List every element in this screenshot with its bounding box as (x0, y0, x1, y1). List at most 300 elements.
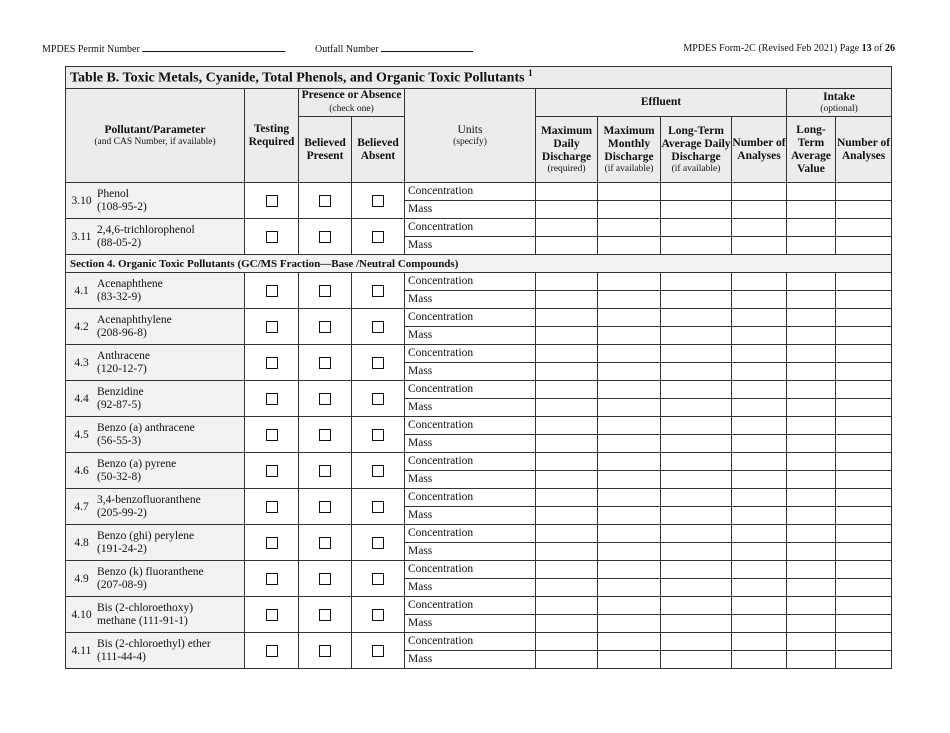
believed-present-checkbox-cell (299, 417, 352, 453)
intake-long-term-concentration-input[interactable] (787, 309, 836, 327)
unit-mass: Mass (405, 579, 536, 597)
num-analyses-concentration-input[interactable] (732, 417, 787, 435)
max-monthly-mass-input[interactable] (598, 399, 661, 417)
long-term-daily-mass-input[interactable] (661, 363, 732, 381)
pollutant-number: 4.1 (74, 284, 89, 297)
testing-required-checkbox-cell (245, 597, 299, 633)
intake-num-analyses-mass-input[interactable] (836, 363, 892, 381)
intake-long-term-concentration-input[interactable] (787, 489, 836, 507)
testing-required-checkbox[interactable] (266, 465, 278, 477)
max-monthly-mass-input[interactable] (598, 435, 661, 453)
intake-long-term-concentration-input[interactable] (787, 219, 836, 237)
permit-number-input[interactable] (142, 42, 285, 52)
long-term-daily-concentration-input[interactable] (661, 633, 732, 651)
long-term-daily-mass-input[interactable] (661, 507, 732, 525)
pollutant-cell (66, 561, 245, 597)
table-row (66, 597, 892, 615)
believed-absent-checkbox[interactable] (372, 393, 384, 405)
believed-absent-checkbox-cell (352, 597, 405, 633)
testing-required-checkbox[interactable] (266, 195, 278, 207)
unit-concentration: Concentration (405, 597, 536, 615)
long-term-daily-concentration-input[interactable] (661, 273, 732, 291)
intake-num-analyses-mass-input[interactable] (836, 399, 892, 417)
intake-num-analyses-concentration-input[interactable] (836, 219, 892, 237)
table-row (66, 219, 892, 237)
intake-long-term-concentration-input[interactable] (787, 183, 836, 201)
num-analyses-mass-input[interactable] (732, 471, 787, 489)
intake-num-analyses-concentration-input[interactable] (836, 183, 892, 201)
believed-present-checkbox[interactable] (319, 393, 331, 405)
pollutant-cell (66, 453, 245, 489)
intake-num-analyses-mass-input[interactable] (836, 543, 892, 561)
testing-required-checkbox-cell (245, 417, 299, 453)
believed-present-checkbox[interactable] (319, 501, 331, 513)
long-term-daily-concentration-input[interactable] (661, 561, 732, 579)
max-daily-mass-input[interactable] (536, 651, 598, 669)
num-analyses-concentration-input[interactable] (732, 489, 787, 507)
pollutant-name: Benzo (k) fluoranthene (97, 565, 204, 578)
pollutant-name: Bis (2-chloroethoxy) (97, 601, 194, 614)
max-monthly-mass-input[interactable] (598, 363, 661, 381)
max-monthly-mass-input[interactable] (598, 651, 661, 669)
intake-num-analyses-concentration-input[interactable] (836, 417, 892, 435)
pollutant-cas: (83-32-9) (97, 290, 142, 303)
num-analyses-mass-input[interactable] (732, 237, 787, 255)
testing-required-checkbox[interactable] (266, 357, 278, 369)
believed-present-checkbox[interactable] (319, 321, 331, 333)
believed-present-checkbox-cell (299, 597, 352, 633)
testing-required-checkbox[interactable] (266, 501, 278, 513)
intake-num-analyses-concentration-input[interactable] (836, 525, 892, 543)
max-monthly-concentration-input[interactable] (598, 309, 661, 327)
form-label: MPDES Form-2C (Revised Feb 2021) Page (683, 43, 860, 54)
num-analyses-concentration-input[interactable] (732, 309, 787, 327)
form-page-info (683, 42, 895, 56)
unit-concentration: Concentration (405, 273, 536, 291)
intake-long-term-concentration-input[interactable] (787, 561, 836, 579)
pollutant-cell (66, 273, 245, 309)
long-term-daily-concentration-input[interactable] (661, 525, 732, 543)
believed-absent-checkbox[interactable] (372, 465, 384, 477)
max-daily-concentration-input[interactable] (536, 345, 598, 363)
long-term-daily-mass-input[interactable] (661, 435, 732, 453)
intake-long-term-concentration-input[interactable] (787, 417, 836, 435)
intake-num-analyses-concentration-input[interactable] (836, 381, 892, 399)
intake-long-term-mass-input[interactable] (787, 201, 836, 219)
pollutant-number: 3.11 (71, 230, 92, 243)
intake-long-term-mass-input[interactable] (787, 579, 836, 597)
testing-required-checkbox[interactable] (266, 285, 278, 297)
pollutant-number: 4.3 (74, 356, 89, 369)
page-header (42, 42, 894, 56)
pollutant-cas: (205-99-2) (97, 506, 147, 519)
max-daily-mass-input[interactable] (536, 291, 598, 309)
believed-present-checkbox-cell (299, 381, 352, 417)
long-term-daily-mass-input[interactable] (661, 651, 732, 669)
long-term-daily-mass-input[interactable] (661, 237, 732, 255)
pollutant-cas: (108-95-2) (97, 200, 147, 213)
max-daily-mass-input[interactable] (536, 399, 598, 417)
unit-mass: Mass (405, 237, 536, 255)
num-analyses-concentration-input[interactable] (732, 219, 787, 237)
col-long-term-daily: Long-Term Average Daily Discharge (if available) (661, 117, 732, 183)
believed-absent-checkbox-cell (352, 525, 405, 561)
max-monthly-concentration-input[interactable] (598, 219, 661, 237)
testing-required-checkbox-cell (245, 489, 299, 525)
believed-absent-checkbox[interactable] (372, 609, 384, 621)
unit-mass: Mass (405, 507, 536, 525)
believed-present-checkbox[interactable] (319, 609, 331, 621)
intake-num-analyses-mass-input[interactable] (836, 237, 892, 255)
pollutant-cell (66, 219, 245, 255)
num-analyses-concentration-input[interactable] (732, 633, 787, 651)
long-term-daily-mass-input[interactable] (661, 399, 732, 417)
max-monthly-mass-input[interactable] (598, 507, 661, 525)
believed-present-checkbox-cell (299, 309, 352, 345)
intake-long-term-mass-input[interactable] (787, 435, 836, 453)
num-analyses-concentration-input[interactable] (732, 273, 787, 291)
pollutant-cell (66, 345, 245, 381)
unit-mass: Mass (405, 543, 536, 561)
table-row (66, 453, 892, 471)
testing-required-checkbox[interactable] (266, 537, 278, 549)
num-analyses-mass-input[interactable] (732, 399, 787, 417)
intake-long-term-concentration-input[interactable] (787, 525, 836, 543)
long-term-daily-concentration-input[interactable] (661, 183, 732, 201)
num-analyses-mass-input[interactable] (732, 201, 787, 219)
table-row (66, 309, 892, 327)
pollutant-cell (66, 183, 245, 219)
long-term-daily-concentration-input[interactable] (661, 345, 732, 363)
believed-absent-checkbox-cell (352, 381, 405, 417)
believed-present-checkbox-cell (299, 561, 352, 597)
intake-long-term-mass-input[interactable] (787, 237, 836, 255)
max-daily-concentration-input[interactable] (536, 219, 598, 237)
intake-long-term-concentration-input[interactable] (787, 381, 836, 399)
believed-absent-checkbox[interactable] (372, 645, 384, 657)
unit-concentration: Concentration (405, 489, 536, 507)
max-daily-mass-input[interactable] (536, 435, 598, 453)
max-daily-mass-input[interactable] (536, 363, 598, 381)
max-monthly-mass-input[interactable] (598, 327, 661, 345)
intake-long-term-concentration-input[interactable] (787, 273, 836, 291)
long-term-daily-concentration-input[interactable] (661, 417, 732, 435)
believed-absent-checkbox-cell (352, 561, 405, 597)
intake-long-term-mass-input[interactable] (787, 471, 836, 489)
long-term-daily-mass-input[interactable] (661, 201, 732, 219)
max-monthly-concentration-input[interactable] (598, 273, 661, 291)
permit-number-field (42, 42, 285, 57)
num-analyses-concentration-input[interactable] (732, 453, 787, 471)
unit-mass: Mass (405, 435, 536, 453)
believed-present-checkbox[interactable] (319, 195, 331, 207)
max-daily-mass-input[interactable] (536, 507, 598, 525)
outfall-number-field (315, 42, 473, 57)
num-analyses-mass-input[interactable] (732, 651, 787, 669)
intake-num-analyses-mass-input[interactable] (836, 579, 892, 597)
max-daily-mass-input[interactable] (536, 543, 598, 561)
max-daily-concentration-input[interactable] (536, 633, 598, 651)
long-term-daily-mass-input[interactable] (661, 291, 732, 309)
max-daily-concentration-input[interactable] (536, 417, 598, 435)
max-daily-concentration-input[interactable] (536, 183, 598, 201)
max-monthly-concentration-input[interactable] (598, 453, 661, 471)
unit-mass: Mass (405, 651, 536, 669)
max-daily-mass-input[interactable] (536, 237, 598, 255)
intake-num-analyses-mass-input[interactable] (836, 201, 892, 219)
believed-present-checkbox-cell (299, 489, 352, 525)
num-analyses-mass-input[interactable] (732, 615, 787, 633)
pollutant-name: Benzo (a) anthracene (97, 421, 195, 434)
pollutant-cell (66, 489, 245, 525)
pollutant-number: 4.7 (74, 500, 89, 513)
col-max-daily: Maximum Daily Discharge (required) (536, 117, 598, 183)
intake-num-analyses-concentration-input[interactable] (836, 273, 892, 291)
believed-absent-checkbox[interactable] (372, 357, 384, 369)
testing-required-checkbox[interactable] (266, 645, 278, 657)
long-term-daily-mass-input[interactable] (661, 579, 732, 597)
pollutant-cas: (50-32-8) (97, 470, 142, 483)
rows-section-4 (66, 273, 892, 669)
pollutant-name: 3,4-benzofluoranthene (97, 493, 201, 506)
col-testing-required: Testing Required (245, 89, 299, 183)
long-term-daily-concentration-input[interactable] (661, 309, 732, 327)
long-term-daily-concentration-input[interactable] (661, 219, 732, 237)
testing-required-checkbox[interactable] (266, 321, 278, 333)
col-num-analyses: Number of Analyses (732, 117, 787, 183)
intake-long-term-mass-input[interactable] (787, 291, 836, 309)
believed-present-checkbox-cell (299, 345, 352, 381)
max-daily-mass-input[interactable] (536, 471, 598, 489)
unit-concentration: Concentration (405, 633, 536, 651)
believed-absent-checkbox[interactable] (372, 573, 384, 585)
intake-long-term-mass-input[interactable] (787, 363, 836, 381)
long-term-daily-mass-input[interactable] (661, 543, 732, 561)
max-daily-concentration-input[interactable] (536, 525, 598, 543)
intake-long-term-mass-input[interactable] (787, 327, 836, 345)
outfall-number-input[interactable] (381, 42, 473, 52)
long-term-daily-mass-input[interactable] (661, 471, 732, 489)
num-analyses-concentration-input[interactable] (732, 381, 787, 399)
testing-required-checkbox[interactable] (266, 393, 278, 405)
num-analyses-mass-input[interactable] (732, 327, 787, 345)
max-monthly-concentration-input[interactable] (598, 183, 661, 201)
unit-concentration: Concentration (405, 219, 536, 237)
pollutant-name: Anthracene (97, 349, 150, 362)
max-monthly-concentration-input[interactable] (598, 633, 661, 651)
believed-absent-checkbox[interactable] (372, 429, 384, 441)
pollutant-cell (66, 525, 245, 561)
table-row (66, 273, 892, 291)
testing-required-checkbox-cell (245, 453, 299, 489)
long-term-daily-mass-input[interactable] (661, 327, 732, 345)
unit-mass: Mass (405, 471, 536, 489)
believed-absent-checkbox-cell (352, 219, 405, 255)
intake-num-analyses-mass-input[interactable] (836, 291, 892, 309)
max-daily-concentration-input[interactable] (536, 381, 598, 399)
max-monthly-concentration-input[interactable] (598, 489, 661, 507)
max-daily-mass-input[interactable] (536, 201, 598, 219)
believed-present-checkbox[interactable] (319, 537, 331, 549)
num-analyses-mass-input[interactable] (732, 435, 787, 453)
max-daily-mass-input[interactable] (536, 327, 598, 345)
num-analyses-mass-input[interactable] (732, 363, 787, 381)
max-monthly-mass-input[interactable] (598, 237, 661, 255)
testing-required-checkbox-cell (245, 345, 299, 381)
page-current: 13 (861, 43, 872, 54)
believed-present-checkbox[interactable] (319, 285, 331, 297)
num-analyses-mass-input[interactable] (732, 507, 787, 525)
intake-num-analyses-concentration-input[interactable] (836, 309, 892, 327)
num-analyses-concentration-input[interactable] (732, 525, 787, 543)
pollutant-cas: (56-55-3) (97, 434, 142, 447)
testing-required-checkbox-cell (245, 381, 299, 417)
intake-num-analyses-mass-input[interactable] (836, 507, 892, 525)
intake-num-analyses-mass-input[interactable] (836, 615, 892, 633)
believed-absent-checkbox[interactable] (372, 501, 384, 513)
believed-absent-checkbox[interactable] (372, 537, 384, 549)
believed-absent-checkbox[interactable] (372, 321, 384, 333)
pollutant-number: 4.5 (74, 428, 89, 441)
intake-num-analyses-concentration-input[interactable] (836, 633, 892, 651)
unit-concentration: Concentration (405, 561, 536, 579)
unit-concentration: Concentration (405, 453, 536, 471)
intake-num-analyses-mass-input[interactable] (836, 327, 892, 345)
intake-num-analyses-mass-input[interactable] (836, 651, 892, 669)
max-monthly-mass-input[interactable] (598, 471, 661, 489)
max-daily-concentration-input[interactable] (536, 453, 598, 471)
max-monthly-concentration-input[interactable] (598, 345, 661, 363)
num-analyses-mass-input[interactable] (732, 579, 787, 597)
max-monthly-concentration-input[interactable] (598, 561, 661, 579)
long-term-daily-concentration-input[interactable] (661, 381, 732, 399)
believed-present-checkbox[interactable] (319, 465, 331, 477)
num-analyses-concentration-input[interactable] (732, 597, 787, 615)
max-daily-concentration-input[interactable] (536, 561, 598, 579)
intake-long-term-concentration-input[interactable] (787, 597, 836, 615)
num-analyses-concentration-input[interactable] (732, 345, 787, 363)
believed-absent-checkbox[interactable] (372, 285, 384, 297)
max-monthly-concentration-input[interactable] (598, 525, 661, 543)
believed-present-checkbox-cell (299, 453, 352, 489)
believed-present-checkbox[interactable] (319, 357, 331, 369)
pollutant-number: 4.2 (74, 320, 89, 333)
table-row (66, 489, 892, 507)
max-daily-concentration-input[interactable] (536, 273, 598, 291)
col-believed-present: Believed Present (299, 117, 352, 183)
testing-required-checkbox-cell (245, 525, 299, 561)
table-row (66, 417, 892, 435)
num-analyses-mass-input[interactable] (732, 291, 787, 309)
long-term-daily-concentration-input[interactable] (661, 489, 732, 507)
max-daily-mass-input[interactable] (536, 579, 598, 597)
intake-long-term-concentration-input[interactable] (787, 633, 836, 651)
testing-required-checkbox-cell (245, 309, 299, 345)
testing-required-checkbox[interactable] (266, 573, 278, 585)
max-monthly-concentration-input[interactable] (598, 417, 661, 435)
unit-mass: Mass (405, 291, 536, 309)
intake-num-analyses-mass-input[interactable] (836, 435, 892, 453)
believed-present-checkbox[interactable] (319, 573, 331, 585)
intake-long-term-mass-input[interactable] (787, 543, 836, 561)
intake-num-analyses-concentration-input[interactable] (836, 489, 892, 507)
intake-num-analyses-concentration-input[interactable] (836, 345, 892, 363)
pollutant-cell (66, 633, 245, 669)
long-term-daily-concentration-input[interactable] (661, 597, 732, 615)
testing-required-checkbox[interactable] (266, 609, 278, 621)
pollutant-number: 4.8 (74, 536, 89, 549)
max-daily-concentration-input[interactable] (536, 309, 598, 327)
testing-required-checkbox[interactable] (266, 231, 278, 243)
intake-long-term-mass-input[interactable] (787, 651, 836, 669)
intake-long-term-mass-input[interactable] (787, 615, 836, 633)
long-term-daily-mass-input[interactable] (661, 615, 732, 633)
intake-long-term-mass-input[interactable] (787, 507, 836, 525)
max-daily-mass-input[interactable] (536, 615, 598, 633)
pollutant-cell (66, 309, 245, 345)
believed-absent-checkbox-cell (352, 489, 405, 525)
long-term-daily-concentration-input[interactable] (661, 453, 732, 471)
num-analyses-mass-input[interactable] (732, 543, 787, 561)
max-monthly-mass-input[interactable] (598, 291, 661, 309)
believed-present-checkbox[interactable] (319, 231, 331, 243)
intake-num-analyses-concentration-input[interactable] (836, 597, 892, 615)
pollutant-cas: (208-96-8) (97, 326, 147, 339)
believed-present-checkbox[interactable] (319, 645, 331, 657)
table-row (66, 525, 892, 543)
toxic-pollutants-table (65, 66, 892, 669)
unit-concentration: Concentration (405, 183, 536, 201)
col-believed-absent: Believed Absent (352, 117, 405, 183)
testing-required-checkbox[interactable] (266, 429, 278, 441)
max-monthly-concentration-input[interactable] (598, 597, 661, 615)
max-daily-concentration-input[interactable] (536, 489, 598, 507)
believed-absent-checkbox-cell (352, 417, 405, 453)
max-daily-concentration-input[interactable] (536, 597, 598, 615)
intake-long-term-concentration-input[interactable] (787, 453, 836, 471)
intake-num-analyses-mass-input[interactable] (836, 471, 892, 489)
unit-mass: Mass (405, 615, 536, 633)
max-monthly-concentration-input[interactable] (598, 381, 661, 399)
believed-present-checkbox-cell (299, 273, 352, 309)
intake-long-term-concentration-input[interactable] (787, 345, 836, 363)
intake-long-term-mass-input[interactable] (787, 399, 836, 417)
pollutant-name: Acenaphthylene (97, 313, 172, 326)
unit-mass: Mass (405, 363, 536, 381)
num-analyses-concentration-input[interactable] (732, 561, 787, 579)
testing-required-checkbox-cell (245, 219, 299, 255)
pollutant-number: 4.11 (71, 644, 92, 657)
believed-absent-checkbox[interactable] (372, 231, 384, 243)
pollutant-cell (66, 417, 245, 453)
intake-num-analyses-concentration-input[interactable] (836, 561, 892, 579)
unit-mass: Mass (405, 327, 536, 345)
intake-num-analyses-concentration-input[interactable] (836, 453, 892, 471)
max-monthly-mass-input[interactable] (598, 615, 661, 633)
believed-absent-checkbox[interactable] (372, 195, 384, 207)
table-row (66, 381, 892, 399)
unit-concentration: Concentration (405, 381, 536, 399)
permit-number-label: MPDES Permit Number (42, 44, 140, 55)
max-monthly-mass-input[interactable] (598, 543, 661, 561)
pollutant-number: 4.4 (74, 392, 89, 405)
believed-absent-checkbox-cell (352, 183, 405, 219)
believed-present-checkbox[interactable] (319, 429, 331, 441)
max-monthly-mass-input[interactable] (598, 579, 661, 597)
outfall-number-label: Outfall Number (315, 44, 379, 55)
max-monthly-mass-input[interactable] (598, 201, 661, 219)
num-analyses-concentration-input[interactable] (732, 183, 787, 201)
